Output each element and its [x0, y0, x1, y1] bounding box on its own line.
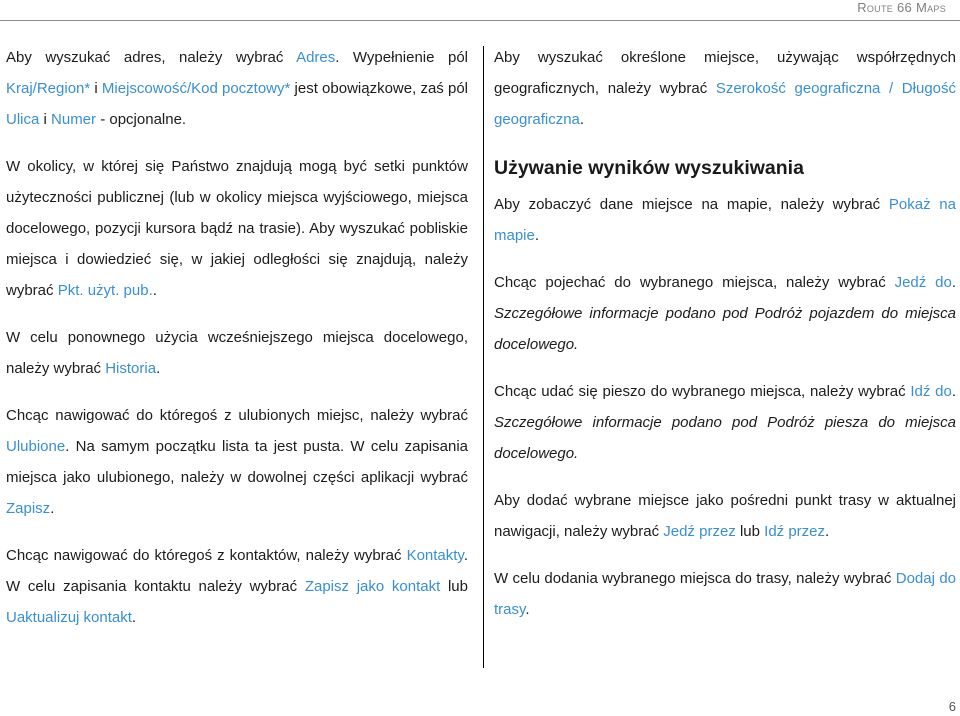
paragraph-add-to-route: W celu dodania wybranego miejsca do trasy, należy wybrać Dodaj do trasy. — [494, 570, 956, 618]
column-divider — [483, 46, 484, 668]
link-historia[interactable]: Historia — [105, 360, 157, 377]
note-drive: Szczegółowe informacje podano pod Podróż pojazdem do miejsca docelowego. — [494, 305, 956, 353]
link-idz-przez[interactable]: Idź przez — [764, 523, 826, 540]
link-dodaj-do-trasy[interactable]: Dodaj do trasy — [494, 570, 956, 618]
paragraph-drive-to: Chcąc pojechać do wybranego miejsca, należy wybrać Jedź do. Szczegółowe informacje podano pod Podróż pojazdem do miejsca docelowego. — [494, 274, 956, 353]
right-column — [494, 42, 956, 625]
link-zapisz-jako-kontakt[interactable]: Zapisz jako kontakt — [304, 578, 441, 595]
link-pkt-uzyt-pub[interactable]: Pkt. użyt. pub. — [57, 282, 153, 299]
link-jedz-przez[interactable]: Jedź przez — [663, 523, 736, 540]
paragraph-address-search: Aby wyszukać adres, należy wybrać Adres. Wypełnienie pól Kraj/Region* i Miejscowość/Kod pocztowy* jest obowiązkowe, zaś pól Ulica i Numer - opcjonalne. — [6, 49, 468, 128]
paragraph-favourites: Chcąc nawigować do któregoś z ulubionych miejsc, należy wybrać Ulubione. Na samym początku lista ta jest pusta. W celu zapisania miejsca jako ulubionego, należy w dowolnej części aplikacji wybrać Zapisz. — [6, 407, 468, 517]
running-header: Route 66 Maps — [857, 0, 946, 15]
link-szerokosc-dlugosc[interactable]: Szerokość geograficzna / Długość geograficzna — [494, 80, 956, 128]
section-heading: Używanie wyników wyszukiwania — [494, 157, 804, 179]
page-number: 6 — [948, 699, 956, 714]
link-kraj-region[interactable]: Kraj/Region* — [6, 80, 91, 97]
link-uaktualizuj-kontakt[interactable]: Uaktualizuj kontakt — [6, 609, 132, 626]
note-walk: Szczegółowe informacje podano pod Podróż piesza do miejsca docelowego. — [494, 414, 956, 462]
paragraph-contacts: Chcąc nawigować do któregoś z kontaktów, należy wybrać Kontakty. W celu zapisania kontaktu należy wybrać Zapisz jako kontakt lub Uaktualizuj kontakt. — [6, 547, 468, 626]
paragraph-show-on-map: Aby zobaczyć dane miejsce na mapie, należy wybrać Pokaż na mapie. — [494, 196, 956, 244]
link-ulica[interactable]: Ulica — [6, 111, 40, 128]
paragraph-via-point: Aby dodać wybrane miejsce jako pośredni punkt trasy w aktualnej nawigacji, należy wybrać Jedź przez lub Idź przez. — [494, 492, 956, 540]
link-numer[interactable]: Numer — [51, 111, 97, 128]
paragraph-history: W celu ponownego użycia wcześniejszego miejsca docelowego, należy wybrać Historia. — [6, 329, 468, 377]
paragraph-poi: W okolicy, w której się Państwo znajdują mogą być setki punktów użyteczności publicznej (lub w okolicy miejsca wyjściowego, miejsca docelowego, pozycji kursora bądź na trasie). Aby wyszukać pobliskie miejsca i dowiedzieć się, w jakiej odległości się znajdują, należy wybrać Pkt. użyt. pub.. — [6, 158, 468, 299]
link-ulubione[interactable]: Ulubione — [6, 438, 66, 455]
link-pokaz-na-mapie[interactable]: Pokaż na mapie — [494, 196, 956, 244]
link-zapisz[interactable]: Zapisz — [6, 500, 51, 517]
paragraph-coordinates: Aby wyszukać określone miejsce, używając współrzędnych geograficznych, należy wybrać Szerokość geograficzna / Długość geograficzna. — [494, 49, 956, 128]
link-kontakty[interactable]: Kontakty — [406, 547, 464, 564]
link-jedz-do[interactable]: Jedź do — [894, 274, 952, 291]
left-column — [6, 42, 468, 633]
paragraph-walk-to: Chcąc udać się pieszo do wybranego miejsca, należy wybrać Idź do. Szczegółowe informacje podano pod Podróż piesza do miejsca docelowego. — [494, 383, 956, 462]
header-rule — [0, 20, 960, 21]
link-adres[interactable]: Adres — [296, 49, 336, 66]
link-miejscowosc[interactable]: Miejscowość/Kod pocztowy* — [101, 80, 291, 97]
link-idz-do[interactable]: Idź do — [910, 383, 952, 400]
